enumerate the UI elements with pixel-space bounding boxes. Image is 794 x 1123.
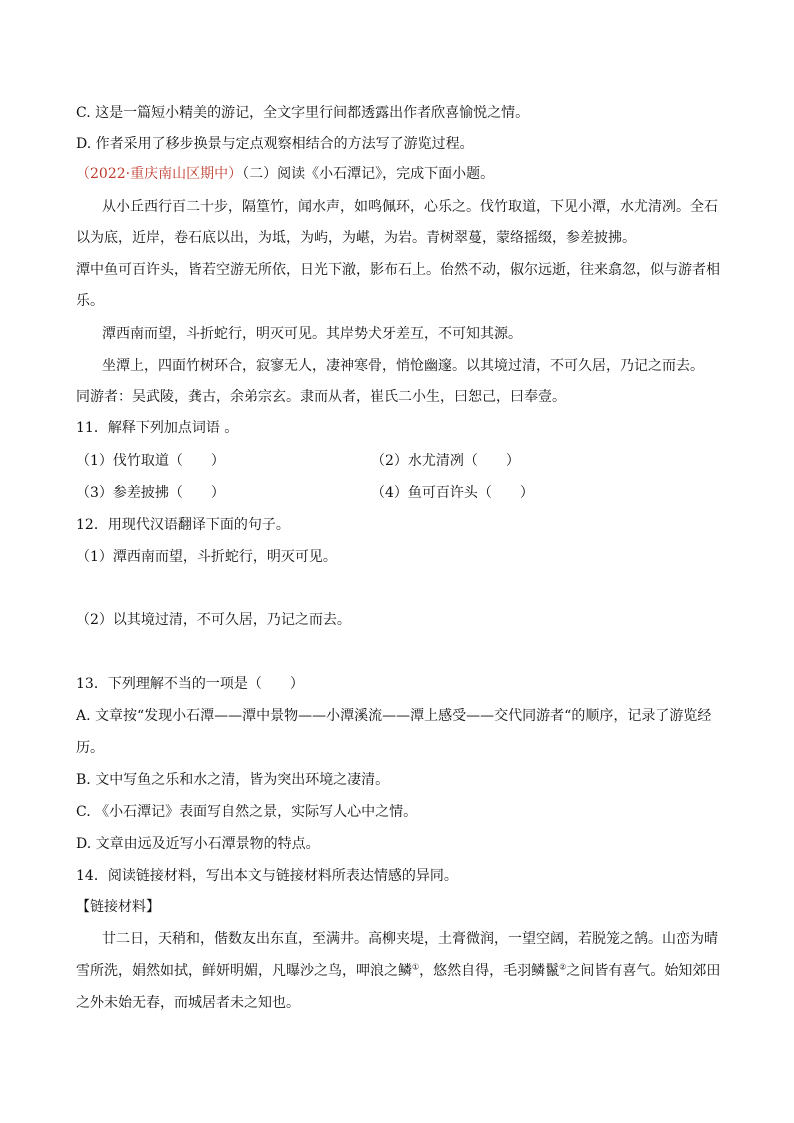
q13-option-a-line2: 历。 [76, 740, 104, 756]
q13-option-c: C. 《小石潭记》表面写自然之景，实际写人心中之情。 [76, 804, 418, 820]
q12-stem: 12．用现代汉语翻译下面的句子。 [76, 517, 290, 533]
q12-sentence-2: （2）以其境过清，不可久居，乃记之而去。 [76, 612, 351, 628]
q11-stem: 11．解释下列加点词语 。 [76, 420, 239, 436]
q11-item-2: （2）水尤清冽（ ） [371, 453, 520, 469]
q13-option-d: D. 文章由远及近写小石潭景物的特点。 [76, 836, 320, 852]
q13-option-a-line1: A. 文章按“发现小石潭——潭中景物——小潭溪流——潭上感受——交代同游者“的顺序，记录了游览经 [76, 708, 712, 724]
passage-p1-line1: 从小丘西行百二十步，隔篁竹，闻水声，如鸣佩环，心乐之。伐竹取道，下见小潭，水尤清冽。全石 [102, 199, 718, 215]
passage-p1-line2: 以为底，近岸，卷石底以出，为坻，为屿，为嵁，为岩。青树翠蔓，蒙络摇缀，参差披拂。 [76, 230, 636, 246]
q11-item-4: （4）鱼可百许头（ ） [371, 485, 534, 501]
q13-option-b: B. 文中写鱼之乐和水之清，皆为突出环境之凄清。 [76, 772, 390, 788]
footnote-2: ② [559, 962, 567, 972]
linked-material-line2 [76, 961, 720, 981]
q11-item-1: （1）伐竹取道（ ） [76, 453, 225, 469]
prev-option-c: C. 这是一篇短小精美的游记，全文字里行间都透露出作者欣喜愉悦之情。 [76, 105, 530, 121]
q14-stem: 14．阅读链接材料，写出本文与链接材料所表达情感的异同。 [76, 868, 458, 884]
passage-p4: 坐潭上，四面竹树环合，寂寥无人，凄神寒骨，悄怆幽邃。以其境过清，不可久居，乃记之而去。 [102, 358, 704, 374]
passage-p2-line2: 乐。 [76, 293, 104, 309]
q11-item-3: （3）参差披拂（ ） [76, 485, 225, 501]
section-heading [76, 164, 494, 184]
linked-material-line3: 之外未始无春，而城居者未之知也。 [76, 995, 300, 1011]
passage-p3: 潭西南而望，斗折蛇行，明灭可见。其岸势犬牙差互，不可知其源。 [102, 326, 522, 342]
linked-material-line2-part1: 雪所洗，娟然如拭，鲜妍明媚，凡曝沙之鸟，呷浪之鳞 [76, 963, 412, 979]
linked-material-line2-part2: ，悠然自得，毛羽鳞鬣 [419, 963, 560, 979]
source-tag: （2022·重庆南山区期中） [76, 166, 243, 182]
footnote-1: ① [412, 962, 420, 972]
passage-p5: 同游者：吴武陵，龚古，余弟宗玄。隶而从者，崔氏二小生，曰恕己，曰奉壹。 [76, 389, 566, 405]
linked-material-line2-part3: 之间皆有喜气。始知郊田 [566, 963, 721, 979]
prev-option-d: D. 作者采用了移步换景与定点观察相结合的方法写了游览过程。 [76, 136, 474, 152]
q13-stem: 13．下列理解不当的一项是（ ） [76, 676, 304, 692]
section-title: （二）阅读《小石潭记》，完成下面小题。 [242, 166, 495, 182]
linked-material-label: 【链接材料】 [76, 899, 160, 915]
passage-p2-line1: 潭中鱼可百许头，皆若空游无所依，日光下澈，影布石上。佁然不动，俶尔远逝，往来翕忽，似与游者相 [76, 262, 720, 278]
linked-material-line1: 廿二日，天稍和，偕数友出东直，至满井。高柳夹堤，土膏微润，一望空阔，若脱笼之鹄。山峦为晴 [102, 931, 718, 947]
q12-sentence-1: （1）潭西南而望，斗折蛇行，明灭可见。 [76, 549, 337, 565]
